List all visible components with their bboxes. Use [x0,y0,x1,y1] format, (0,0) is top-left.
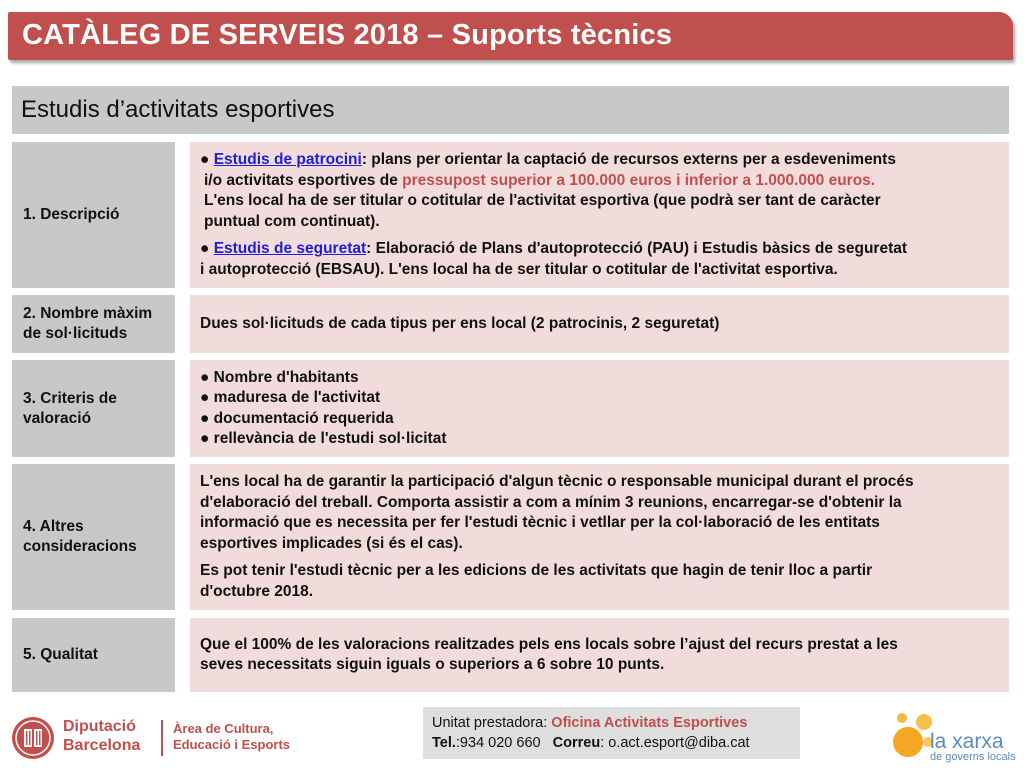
logo-line: Barcelona [63,737,141,754]
row-label-text: valoració [23,409,92,427]
bullet: ● [200,151,210,168]
content-line: esportives implicades (si és el cas). [200,534,463,552]
description-line: puntual com continuat). [204,212,380,230]
row-label-text: de sol·licituds [23,325,128,342]
footer-contact-info [423,707,800,759]
link-estudis-patrocini[interactable]: Estudis de patrocini [213,151,362,168]
row-label-text: consideracions [23,538,137,555]
mail-value[interactable]: : o.act.esport@diba.cat [600,735,750,751]
content-line: seves necessitats siguin iguals o superiors a 6 sobre 10 punts. [200,656,665,673]
content-line: Que el 100% de les valoracions realitzades pels ens locals sobre l’ajust del recurs prestat a les [200,635,898,653]
description-item-patrocini [200,150,999,171]
logo-line: Educació i Esports [173,737,291,752]
row-content-criteris [190,360,1009,457]
description-item-seguretat [200,239,999,260]
mail-label: Correu [552,735,601,751]
row-content-qualitat [190,618,1009,692]
row-label-text: 1. Descripció [23,206,120,223]
link-estudis-seguretat[interactable]: Estudis de seguretat [213,240,367,257]
area-name [173,721,290,753]
row-label-text: 2. Nombre màxim [23,305,153,322]
diba-seal-icon [11,715,55,761]
description-line: L'ens local ha de ser titular o cotitular de l'activitat esportiva (que podrà ser tant de caràcter [204,192,881,209]
xarxa-title: la xarxa [930,730,1004,753]
tel-label: Tel. [432,735,456,751]
bullet: ● [200,240,210,257]
list-item: ● rellevància de l'estudi sol·licitat [200,430,447,447]
contact-line [432,733,791,753]
list-item: ● maduresa de l'activitat [200,389,381,406]
tel-value: :934 020 660 [455,735,541,751]
row-label-text: 4. Altres [23,518,84,535]
header-bar [8,12,1013,60]
content-line: d'elaboració del treball. Comporta assistir a com a mínim 3 reunions, encarregar-se d'obtenir la [200,493,902,511]
description-text: : Elaboració de Plans d'autoprotecció (PAU) i Estudis bàsics de seguretat [366,240,908,257]
content-line: L'ens local ha de garantir la participació d'algun tècnic o responsable municipal durant el procés [200,473,914,490]
row-content-nombre-maxim [190,295,1009,353]
section-title: Estudis d’activitats esportives [21,96,335,123]
diputacio-logo [11,714,311,762]
content-line: d'octubre 2018. [200,582,314,600]
row-label-altres [12,464,175,610]
row-label-text: 5. Qualitat [23,646,98,663]
unit-line [432,713,791,733]
logo-line: Àrea de Cultura, [173,721,274,736]
xarxa-subtitle: de governs locals [930,751,1016,763]
row-label-qualitat [12,618,175,692]
content-line: Es pot tenir l'estudi tècnic per a les edicions de les activitats que hagin de tenir lloc a partir [200,562,873,579]
description-text: i/o activitats esportives de [204,171,403,189]
xarxa-logo [888,710,1016,766]
row-label-text: 3. Criteris de [23,389,117,407]
description-text: : plans per orientar la captació de recursos externs per a esdeveniments [361,151,896,168]
list-item: ● Nombre d'habitants [200,368,359,386]
row-label-nombre-maxim [12,295,175,353]
row-label-descripcio [12,142,175,288]
page-title: CATÀLEG DE SERVEIS 2018 – Suports tècnics [22,19,673,51]
diputacio-name [63,717,140,755]
content-text: Dues sol·licituds de cada tipus per ens local (2 patrocinis, 2 seguretat) [200,314,720,332]
logo-line: Diputació [63,718,136,735]
list-item: ● documentació requerida [200,409,394,427]
logo-divider [161,720,163,756]
content-line: informació que es necessita per fer l'estudi tècnic i vetllar per la col·laboració de les entitats [200,514,880,531]
description-line [200,171,999,192]
unit-value: Oficina Activitats Esportives [551,715,748,731]
row-label-criteris [12,360,175,457]
unit-label: Unitat prestadora: [432,715,552,731]
row-content-descripcio [190,142,1009,288]
row-content-altres [190,464,1009,610]
description-line: i autoprotecció (EBSAU). L'ens local ha de ser titular o cotitular de l'activitat esportiva. [200,260,838,278]
section-bar [12,86,1009,134]
budget-highlight: pressupost superior a 100.000 euros i inferior a 1.000.000 euros. [402,171,876,189]
